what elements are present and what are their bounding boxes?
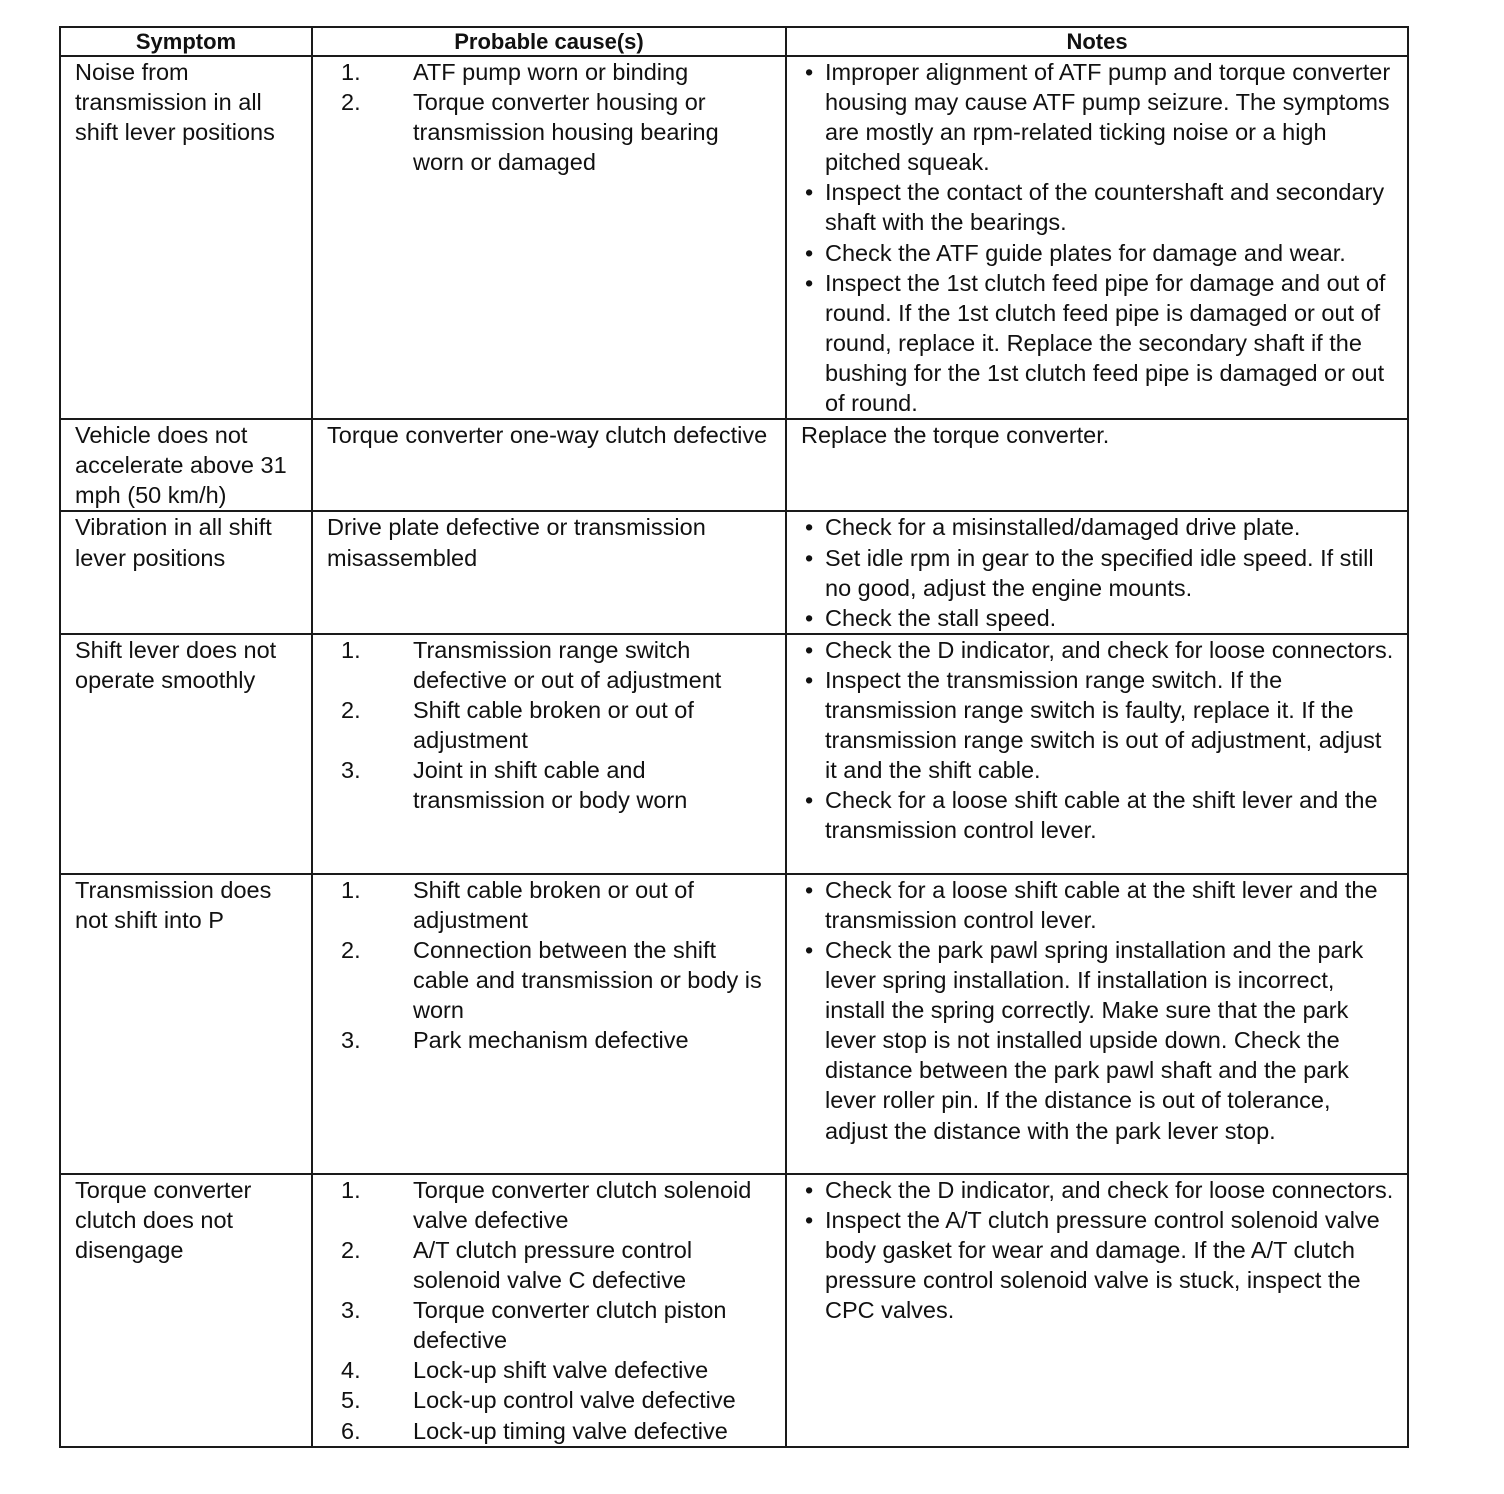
symptom-cell: Vehicle does not accelerate above 31 mph (50 km/h) [60,419,312,511]
probable-cause-cell [312,419,786,511]
cause-text: Torque converter one-way clutch defective [327,422,768,449]
note-item: • Inspect the transmission range switch. If the transmission range switch is faulty, replace it. If the transmission range switch is out of adjustment, adjust it and the shift cable. [801,665,1397,785]
note-item: • Check the ATF guide plates for damage and wear. [801,238,1397,268]
cause-text: Transmission range switch defective or out of adjustment [413,636,722,693]
cause-item [341,875,775,935]
cause-text: Shift cable broken or out of adjustment [413,876,694,933]
cause-text: Lock-up control valve defective [413,1387,736,1414]
cause-text: Torque converter clutch solenoid valve defective [413,1176,752,1233]
notes-list [801,635,1397,846]
table-body [60,56,1408,1447]
notes-cell [786,1174,1408,1447]
table-row [60,634,1408,874]
notes-list [801,1175,1397,1325]
header-probable-causes: Probable cause(s) [312,27,786,56]
cause-item [341,87,775,177]
cause-text: ATF pump worn or binding [413,59,689,85]
probable-cause-cell [312,874,786,1174]
cause-item [341,1416,775,1446]
cause-text: Connection between the shift cable and transmission or body is worn [413,936,762,1024]
note-item: • Check for a misinstalled/damaged drive plate. [801,512,1397,542]
note-item: • Check for a loose shift cable at the shift lever and the transmission control lever. [801,875,1397,935]
cause-number: 6. [341,1417,361,1444]
cause-text: Lock-up timing valve defective [413,1417,728,1444]
cause-text: Park mechanism defective [413,1027,689,1054]
table-row [60,1174,1408,1447]
table-row [60,511,1408,633]
cause-item [341,1175,775,1235]
cause-list [327,635,775,816]
header-symptom: Symptom [60,27,312,56]
cause-number: 1. [341,1176,361,1203]
cause-item [341,695,775,755]
cause-text: Drive plate defective or transmission misassembled [327,514,706,571]
notes-cell [786,419,1408,511]
cause-item [341,935,775,1025]
cause-number: 4. [341,1357,361,1384]
symptom-cell: Shift lever does not operate smoothly [60,634,312,874]
notes-list [801,512,1397,632]
cause-number: 5. [341,1387,361,1414]
note-text: Replace the torque converter. [801,422,1110,449]
probable-cause-cell [312,634,786,874]
notes-list [801,57,1397,418]
probable-cause-cell [312,56,786,419]
table-row [60,56,1408,419]
symptom-cell: Torque converter clutch does not disengage [60,1174,312,1447]
cause-number: 1. [341,59,361,85]
notes-cell [786,511,1408,633]
note-item: • Check the stall speed. [801,603,1397,633]
cause-item [341,1355,775,1385]
cause-text: Torque converter housing or transmission housing bearing worn or damaged [413,89,719,176]
cause-item [341,1025,775,1055]
note-item: • Set idle rpm in gear to the specified idle speed. If still no good, adjust the engine mounts. [801,543,1397,603]
cause-text: Shift cable broken or out of adjustment [413,696,694,754]
symptom-cell: Transmission does not shift into P [60,874,312,1174]
cause-text: Lock-up shift valve defective [413,1357,709,1384]
cause-number: 3. [341,1027,361,1054]
cause-list [327,875,775,1056]
cause-list [327,1175,775,1446]
probable-cause-cell [312,1174,786,1447]
cause-text: Joint in shift cable and transmission or body worn [413,757,688,814]
cause-number: 2. [341,696,361,723]
probable-cause-cell [312,511,786,633]
cause-number: 3. [341,1297,361,1324]
troubleshooting-table [59,26,1409,1448]
table-row [60,874,1408,1174]
notes-cell [786,874,1408,1174]
note-item: • Check the D indicator, and check for loose connectors. [801,635,1397,665]
cause-number: 3. [341,757,361,784]
notes-list [801,875,1397,1146]
cause-text: A/T clutch pressure control solenoid valve C defective [413,1236,693,1294]
cause-item [341,635,775,695]
cause-number: 1. [341,636,361,663]
cause-list [327,57,775,177]
table-row [60,419,1408,511]
note-item: • Inspect the 1st clutch feed pipe for damage and out of round. If the 1st clutch feed pipe is damaged or out of round, replace it. Replace the secondary shaft if the bushing for the 1st clutch feed pipe is damaged or out of round. [801,268,1397,418]
cause-number: 1. [341,876,361,903]
cause-item [341,1385,775,1415]
cause-item [341,1235,775,1295]
header-notes: Notes [786,27,1408,56]
cause-text: Torque converter clutch piston defective [413,1297,727,1354]
symptom-cell: Noise from transmission in all shift lever positions [60,56,312,419]
cause-item [341,57,775,87]
table-header-row [60,27,1408,56]
note-item: • Inspect the contact of the countershaft and secondary shaft with the bearings. [801,177,1397,237]
cause-number: 2. [341,89,361,116]
note-item: • Check the D indicator, and check for loose connectors. [801,1175,1397,1205]
note-item: • Inspect the A/T clutch pressure control solenoid valve body gasket for wear and damage. If the A/T clutch pressure control solenoid valve is stuck, inspect the CPC valves. [801,1205,1397,1325]
notes-cell [786,634,1408,874]
cause-item [341,755,775,815]
symptom-cell: Vibration in all shift lever positions [60,511,312,633]
notes-cell [786,56,1408,419]
cause-number: 2. [341,936,361,963]
note-item: • Improper alignment of ATF pump and torque converter housing may cause ATF pump seizure. The symptoms are mostly an rpm-related ticking noise or a high pitched squeak. [801,57,1397,177]
note-item: • Check the park pawl spring installation and the park lever spring installation. If installation is incorrect, install the spring correctly. Make sure that the park lever stop is not installed upside down. Check the distance between the park pawl shaft and the park lever roller pin. If the distance is out of tolerance, adjust the distance with the park lever stop. [801,935,1397,1146]
note-item: • Check for a loose shift cable at the shift lever and the transmission control lever. [801,785,1397,845]
cause-item [341,1295,775,1355]
cause-number: 2. [341,1236,361,1263]
